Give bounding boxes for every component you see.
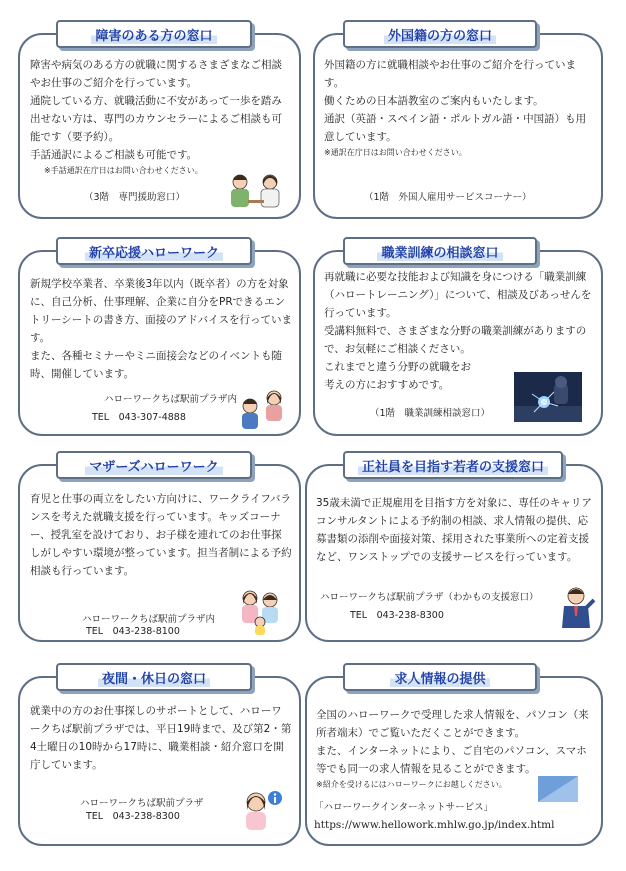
graduates-illustration: [238, 386, 290, 436]
card-youth-body: [316, 494, 596, 566]
card-foreign-para-1: 外国籍の方に就職相談やお仕事のご紹介を行っています。: [324, 59, 576, 89]
welding-photo: [514, 372, 582, 422]
card-graduates-para-1: 新規学校卒業者、卒業後3年以内（既卒者）の方を対象に、自己分析、仕事理解、企業に自分をPRできるエントリーシートの書き方、面接のアドバイスを行っています。: [30, 278, 292, 344]
card-mothers-title-text: マザーズハローワーク: [85, 456, 222, 475]
card-youth-office: ハローワークちば駅前プラザ（わかもの支援窓口）: [320, 592, 539, 603]
card-youth-para-1: 35歳未満で正規雇用を目指す方を対象に、専任のキャリアコンサルタントによる予約制の相談、求人情報の提供、応募書類の添削や面接対策、採用された事業所への定着支援など、ワンストップでの支援サービスを行っています。: [316, 497, 592, 563]
card-training-title: [343, 237, 537, 265]
card-youth-tel: TEL 043-238-8300: [350, 610, 444, 621]
card-disability-para-3: 手話通訳によるご相談も可能です。: [30, 149, 198, 161]
info-staff-illustration: [238, 788, 284, 834]
card-foreign-title: [343, 20, 537, 48]
card-foreign-para-3: 通訳（英語・スペイン語・ポルトガル語・中国語）も用意しています。: [324, 113, 587, 143]
card-graduates-office: ハローワークちば駅前プラザ内: [104, 394, 238, 405]
card-mothers-para-1: 育児と仕事の両立をしたい方向けに、ワークライフバランスを考えた就職支援を行っています。キッズコーナー、授乳室を設けており、お子様を連れてのお仕事探しがしやすい環境が整っています。担当者制による予約相談も行っています。: [30, 493, 292, 577]
card-jobs-title-text: 求人情報の提供: [390, 668, 489, 687]
card-training-title-text: 職業訓練の相談窓口: [377, 242, 502, 261]
card-foreign-title-text: 外国籍の方の窓口: [384, 25, 496, 44]
card-disability-body: [30, 56, 292, 178]
card-foreign-location: （1階 外国人雇用サービスコーナー）: [364, 192, 532, 203]
computer-icon: [538, 776, 578, 802]
card-jobs-service: 「ハローワークインターネットサービス」: [314, 802, 494, 813]
card-jobs-title: [343, 663, 537, 691]
card-disability-note: ※手話通訳在庁日はお問い合わせください。: [44, 166, 203, 175]
card-night-title-text: 夜間・休日の窓口: [98, 668, 210, 687]
card-training-location: （1階 職業訓練相談窓口）: [370, 408, 491, 419]
card-disability-title: [56, 20, 252, 48]
card-foreign-note: ※通訳在庁日はお問い合わせください。: [324, 148, 467, 157]
card-mothers-title: [56, 451, 252, 479]
card-training-para-1: 再就職に必要な技能および知識を身につける「職業訓練（ハロートレーニング）」について、相談及びあっせんを行っています。: [324, 271, 592, 319]
card-foreign-body: [324, 56, 592, 160]
card-graduates-body: [30, 275, 292, 383]
card-youth-title-text: 正社員を目指す若者の支援窓口: [358, 456, 548, 475]
card-mothers-tel: TEL 043-238-8100: [86, 626, 180, 637]
card-disability-location: （3階 専門援助窓口）: [84, 192, 186, 203]
card-graduates-title: [56, 237, 252, 265]
card-foreign-para-2: 働くための日本語教室のご案内もいたします。: [324, 95, 544, 107]
card-jobs-para-1: 全国のハローワークで受理した求人情報を、パソコン（来所者端末）でご覧いただくことができます。: [316, 709, 589, 739]
card-mothers-office: ハローワークちば駅前プラザ内: [82, 614, 216, 625]
card-night-body: [30, 702, 292, 774]
counselor-illustration: [226, 170, 286, 218]
card-graduates-para-2: また、各種セミナーやミニ面接会などのイベントも随時、開催しています。: [30, 350, 282, 380]
card-disability-title-text: 障害のある方の窓口: [91, 25, 216, 44]
card-jobs-para-2: また、インターネットにより、ご自宅のパソコン、スマホ等でも同一の求人情報を見ることができます。: [316, 745, 587, 775]
card-night-para-1: 就業中の方のお仕事探しのサポートとして、ハローワークちば駅前プラザでは、平日19時まで、及び第2・第4土曜日の10時から17時に、職業相談・紹介窓口を開庁しています。: [30, 705, 292, 771]
card-night-office: ハローワークちば駅前プラザ: [80, 798, 204, 809]
hellowork-url: https://www.hellowork.mhlw.go.jp/index.html: [314, 819, 555, 831]
card-night-title: [56, 663, 252, 691]
card-disability-para-1: 障害や病気のある方の就職に関するさまざまなご相談やお仕事のご紹介を行っています。: [30, 59, 282, 89]
mother-child-illustration: [236, 586, 286, 636]
card-night-tel: TEL 043-238-8300: [86, 811, 180, 822]
card-youth-title: [343, 451, 563, 479]
card-training-para-3: これまでと違う分野の就職をお考えの方におすすめです。: [324, 361, 471, 391]
card-mothers-body: [30, 490, 292, 580]
young-worker-illustration: [556, 586, 596, 630]
card-training-para-2: 受講料無料で、さまざまな分野の職業訓練がありますので、お気軽にご相談ください。: [324, 325, 587, 355]
card-graduates-title-text: 新卒応援ハローワーク: [85, 242, 223, 261]
card-graduates-tel: TEL 043-307-4888: [92, 412, 186, 423]
card-jobs-note: ※紹介を受けるにはハローワークにお越しください。: [316, 780, 507, 789]
card-disability-para-2: 通院している方、就職活動に不安があって一歩を踏み出せない方は、専門のカウンセラーによるご相談も可能です（要予約）。: [30, 95, 282, 143]
